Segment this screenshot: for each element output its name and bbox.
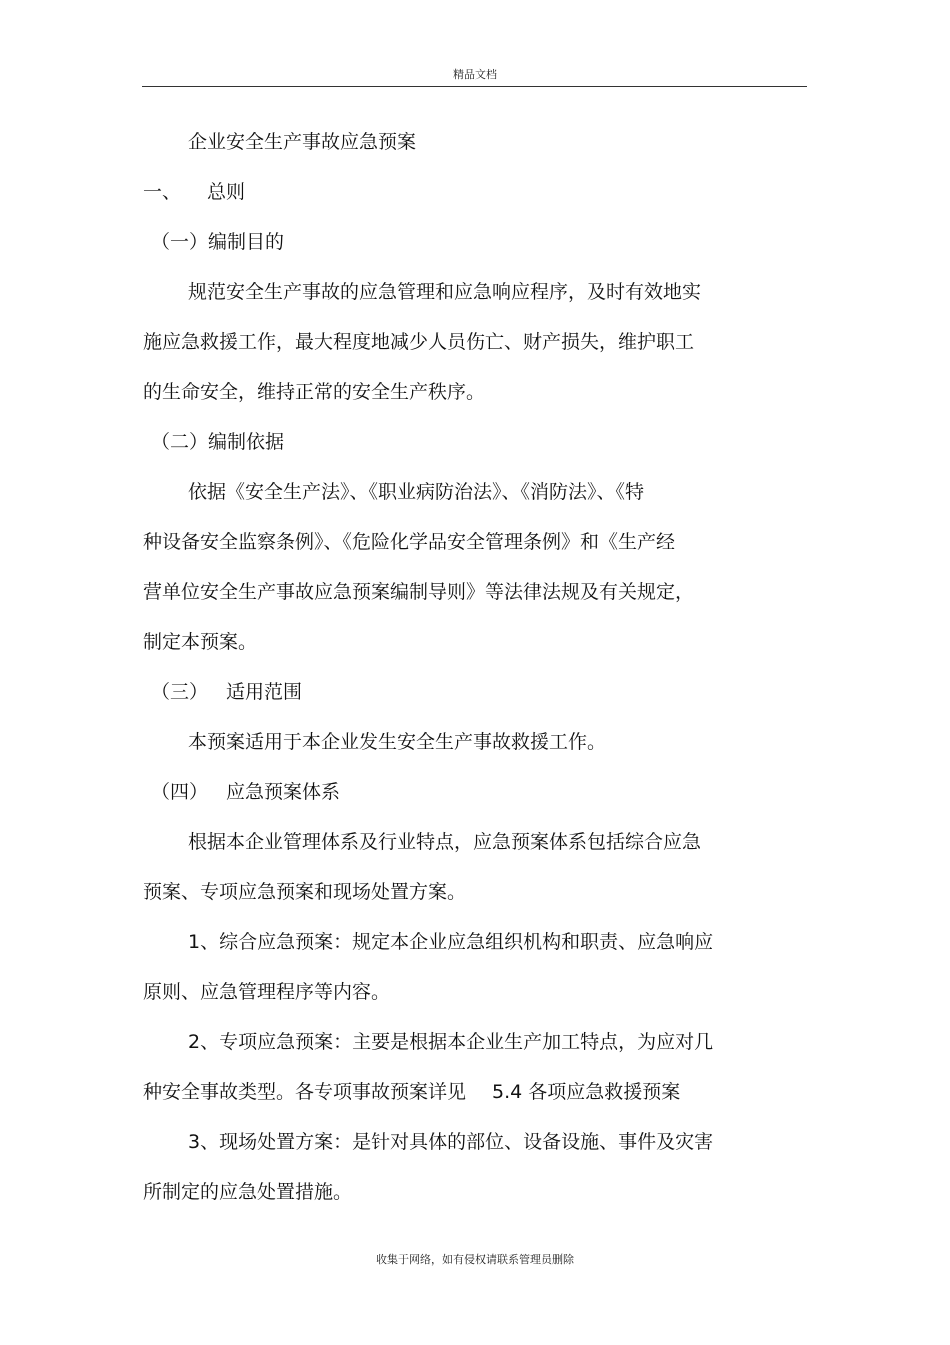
subsection-heading-system <box>143 772 768 822</box>
paragraph-fragment: 5.4 各项应急救援预案 <box>492 1081 681 1103</box>
subsection-title: 应急预案体系 <box>226 781 341 803</box>
document-title: 企业安全生产事故应急预案 <box>188 131 417 153</box>
paragraph-line: 2、专项应急预案：主要是根据本企业生产加工特点，为应对几 <box>188 1031 714 1053</box>
paragraph-line: 所制定的应急处置措施。 <box>143 1181 353 1203</box>
paragraph-line: 规范安全生产事故的应急管理和应急响应程序，及时有效地实 <box>188 281 702 303</box>
subsection-title: 适用范围 <box>226 681 303 703</box>
subsection-number: （三） <box>151 681 209 703</box>
paragraph-line: 种设备安全监察条例》、《危险化学品安全管理条例》和《生产经 <box>143 531 676 553</box>
paragraph-line: 制定本预案。 <box>143 631 258 653</box>
paragraph-line: 施应急救援工作，最大程度地减少人员伤亡、财产损失，维护职工 <box>143 331 695 353</box>
paragraph-line <box>143 1072 768 1122</box>
document-body <box>143 122 768 1222</box>
paragraph-line: 营单位安全生产事故应急预案编制导则》等法律法规及有关规定， <box>143 581 695 603</box>
header-divider <box>142 86 807 87</box>
subsection-heading-purpose: （一）编制目的 <box>151 231 285 253</box>
subsection-heading-basis: （二）编制依据 <box>151 431 285 453</box>
section-number: 一、 <box>143 181 182 203</box>
subsection-heading-scope <box>143 672 768 722</box>
paragraph-line: 的生命安全，维持正常的安全生产秩序。 <box>143 381 486 403</box>
paragraph-line: 1、综合应急预案：规定本企业应急组织机构和职责、应急响应 <box>188 931 714 953</box>
paragraph-line: 3、现场处置方案：是针对具体的部位、设备设施、事件及灾害 <box>188 1131 714 1153</box>
paragraph-line: 原则、应急管理程序等内容。 <box>143 981 391 1003</box>
paragraph-line: 本预案适用于本企业发生安全生产事故救援工作。 <box>188 731 607 753</box>
section-heading-general <box>143 172 768 222</box>
paragraph-fragment: 种安全事故类型。各专项事故预案详见 <box>143 1081 467 1103</box>
paragraph-line: 依据《安全生产法》、《职业病防治法》、《消防法》、《特 <box>188 481 645 503</box>
page-header: 精品文档 <box>453 68 497 81</box>
subsection-number: （四） <box>151 781 209 803</box>
page-footer: 收集于网络，如有侵权请联系管理员删除 <box>376 1253 574 1266</box>
paragraph-line: 预案、专项应急预案和现场处置方案。 <box>143 881 467 903</box>
paragraph-line: 根据本企业管理体系及行业特点，应急预案体系包括综合应急 <box>188 831 702 853</box>
section-title: 总则 <box>207 181 246 203</box>
